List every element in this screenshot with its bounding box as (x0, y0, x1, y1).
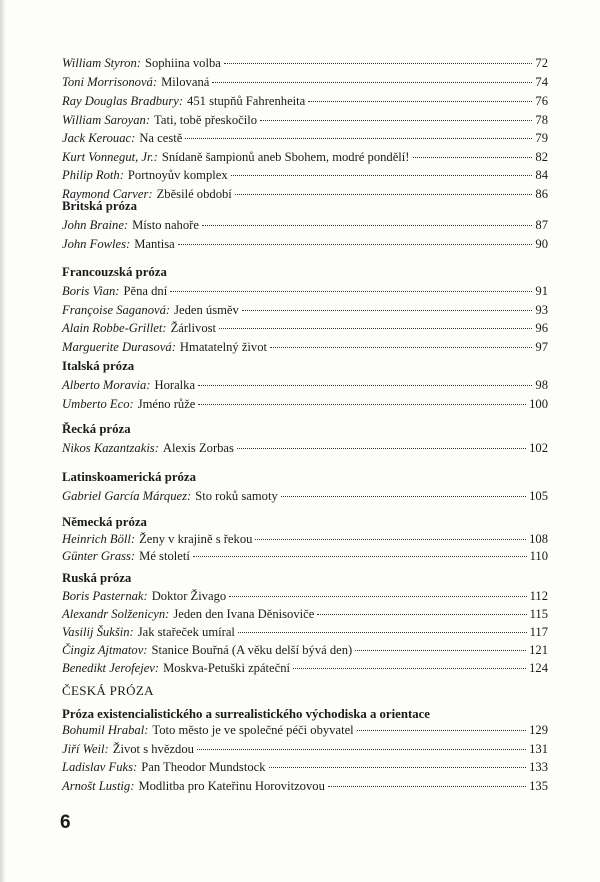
dot-leader (198, 404, 526, 405)
entry-title: Mantisa (134, 237, 175, 251)
entry-title: Sto roků samoty (195, 489, 278, 503)
entry-page: 112 (529, 589, 548, 603)
entry-author: Boris Pasternak: (62, 589, 148, 603)
dot-leader (293, 668, 526, 669)
toc-entry (62, 130, 548, 146)
dot-leader (355, 650, 526, 651)
entry-page: 124 (529, 661, 548, 675)
entry-author: Kurt Vonnegut, Jr.: (62, 150, 158, 164)
entry-page: 91 (535, 284, 548, 298)
dot-leader (219, 328, 532, 329)
dot-leader (235, 194, 533, 195)
entry-page: 105 (529, 489, 548, 503)
toc-entry (62, 339, 548, 355)
section-heading: Latinskoamerická próza (62, 470, 197, 484)
toc-entry (62, 778, 548, 794)
entry-author: William Saroyan: (62, 113, 151, 127)
toc-entry (62, 548, 548, 564)
entry-page: 115 (529, 607, 548, 621)
dot-leader (197, 749, 526, 750)
entry-title: Život s hvězdou (112, 742, 194, 756)
entry-author: Alexandr Solženicyn: (62, 607, 170, 621)
dot-leader (255, 539, 526, 540)
toc-entry (62, 55, 548, 71)
dot-leader (413, 157, 533, 158)
entry-author: Umberto Eco: (62, 397, 134, 411)
entry-page: 74 (535, 75, 548, 89)
entry-title: Doktor Živago (151, 589, 227, 603)
entry-author: Arnošt Lustig: (62, 779, 135, 793)
entry-page: 129 (529, 723, 548, 737)
entry-title: Jeden den Ivana Děnisoviče (173, 607, 315, 621)
entry-page: 100 (529, 397, 548, 411)
toc-entry (62, 531, 548, 547)
entry-author: Benedikt Jerofejev: (62, 661, 160, 675)
dot-leader (198, 385, 532, 386)
scan-edge (0, 0, 6, 882)
entry-title: Ženy v krajině s řekou (139, 532, 253, 546)
section-heading: Řecká próza (62, 422, 131, 436)
entry-author: Raymond Carver: (62, 187, 153, 201)
entry-title: Jméno růže (137, 397, 196, 411)
entry-title: Horalka (154, 378, 196, 392)
entry-title: Stanice Bouřná (A věku delší bývá den) (151, 643, 353, 657)
entry-title: Žárlivost (170, 321, 217, 335)
entry-author: Günter Grass: (62, 549, 136, 563)
dot-leader (229, 596, 526, 597)
entry-page: 86 (535, 187, 548, 201)
dot-leader (231, 175, 533, 176)
entry-author: Françoise Saganová: (62, 303, 171, 317)
toc-entry (62, 93, 548, 109)
toc-entry (62, 302, 548, 318)
entry-title: Místo nahoře (132, 218, 199, 232)
dot-leader (357, 730, 526, 731)
entry-title: 451 stupňů Fahrenheita (187, 94, 306, 108)
entry-author: John Fowles: (62, 237, 131, 251)
entry-title: Jak stařeček umíral (137, 625, 235, 639)
entry-page: 117 (529, 625, 548, 639)
entry-author: Bohumil Hrabal: (62, 723, 149, 737)
toc-entry (62, 74, 548, 90)
entry-author: John Braine: (62, 218, 129, 232)
entry-page: 121 (529, 643, 548, 657)
entry-title: Snídaně šampionů aneb Sbohem, modré pondělí! (161, 150, 410, 164)
dot-leader (224, 63, 533, 64)
entry-title: Modlitba pro Kateřinu Horovitzovou (138, 779, 325, 793)
toc-entry (62, 112, 548, 128)
toc-entry (62, 624, 548, 640)
entry-page: 82 (535, 150, 548, 164)
toc-entry (62, 320, 548, 336)
dot-leader (178, 244, 533, 245)
dot-leader (212, 82, 532, 83)
part-title: ČESKÁ PRÓZA (62, 683, 154, 698)
toc-entry (62, 660, 548, 676)
entry-author: Alain Robbe-Grillet: (62, 321, 167, 335)
dot-leader (281, 496, 526, 497)
dot-leader (308, 101, 532, 102)
toc-entry (62, 236, 548, 252)
toc-entry (62, 741, 548, 757)
entry-title: Moskva-Petuški zpáteční (163, 661, 291, 675)
section-heading: Britská próza (62, 199, 138, 213)
entry-page: 97 (535, 340, 548, 354)
entry-author: Vasilij Šukšin: (62, 625, 134, 639)
toc-entry (62, 167, 548, 183)
entry-title: Pan Theodor Mundstock (141, 760, 266, 774)
entry-author: Nikos Kazantzakis: (62, 441, 159, 455)
toc-entry (62, 722, 548, 738)
dot-leader (170, 291, 532, 292)
entry-author: Ray Douglas Bradbury: (62, 94, 184, 108)
entry-page: 131 (529, 742, 548, 756)
entry-author: Ladislav Fuks: (62, 760, 138, 774)
dot-leader (317, 614, 526, 615)
entry-page: 108 (529, 532, 548, 546)
toc-entry (62, 606, 548, 622)
entry-title: Hmatatelný život (179, 340, 268, 354)
entry-author: Alberto Moravia: (62, 378, 151, 392)
dot-leader (270, 347, 532, 348)
toc-entry (62, 217, 548, 233)
toc-entry (62, 759, 548, 775)
section-heading: Německá próza (62, 515, 147, 529)
entry-title: Milovaná (161, 75, 210, 89)
entry-author: Heinrich Böll: (62, 532, 136, 546)
entry-title: Alexis Zorbas (162, 441, 234, 455)
dot-leader (269, 767, 527, 768)
toc-entry (62, 149, 548, 165)
entry-page: 78 (535, 113, 548, 127)
toc-entry (62, 488, 548, 504)
entry-author: William Styron: (62, 56, 141, 70)
toc-entry (62, 642, 548, 658)
section-heading: Próza existencialistického a surrealistického východiska a orientace (62, 707, 430, 721)
entry-page: 102 (529, 441, 548, 455)
section-heading: Ruská próza (62, 571, 132, 585)
section-heading: Italská próza (62, 359, 135, 373)
entry-author: Čingiz Ajtmatov: (62, 643, 148, 657)
toc-entry (62, 440, 548, 456)
entry-author: Philip Roth: (62, 168, 124, 182)
entry-page: 90 (535, 237, 548, 251)
dot-leader (193, 556, 527, 557)
entry-page: 133 (529, 760, 548, 774)
entry-page: 84 (535, 168, 548, 182)
entry-page: 93 (535, 303, 548, 317)
toc-entry (62, 283, 548, 299)
entry-page: 110 (529, 549, 548, 563)
entry-author: Marguerite Durasová: (62, 340, 176, 354)
dot-leader (238, 632, 527, 633)
entry-page: 96 (535, 321, 548, 335)
entry-author: Jiří Weil: (62, 742, 109, 756)
entry-title: Toto město je ve společné péči obyvatel (152, 723, 354, 737)
dot-leader (237, 448, 526, 449)
entry-page: 79 (535, 131, 548, 145)
toc-entry (62, 377, 548, 393)
dot-leader (328, 786, 526, 787)
entry-page: 135 (529, 779, 548, 793)
entry-title: Zběsilé období (156, 187, 232, 201)
entry-page: 87 (535, 218, 548, 232)
entry-title: Na cestě (139, 131, 183, 145)
toc-entry (62, 588, 548, 604)
entry-page: 98 (535, 378, 548, 392)
dot-leader (242, 310, 533, 311)
dot-leader (185, 138, 532, 139)
entry-author: Jack Kerouac: (62, 131, 136, 145)
entry-title: Sophiina volba (144, 56, 221, 70)
toc-entry (62, 396, 548, 412)
dot-leader (260, 120, 532, 121)
page-number: 6 (60, 812, 71, 833)
entry-title: Tati, tobě přeskočilo (154, 113, 258, 127)
entry-author: Toni Morrisonová: (62, 75, 158, 89)
entry-author: Gabriel García Márquez: (62, 489, 192, 503)
entry-title: Pěna dní (123, 284, 168, 298)
entry-title: Mé století (139, 549, 190, 563)
dot-leader (202, 225, 532, 226)
entry-author: Boris Vian: (62, 284, 120, 298)
entry-page: 72 (535, 56, 548, 70)
section-heading: Francouzská próza (62, 265, 167, 279)
entry-page: 76 (535, 94, 548, 108)
entry-title: Jeden úsměv (174, 303, 239, 317)
entry-title: Portnoyův komplex (127, 168, 228, 182)
